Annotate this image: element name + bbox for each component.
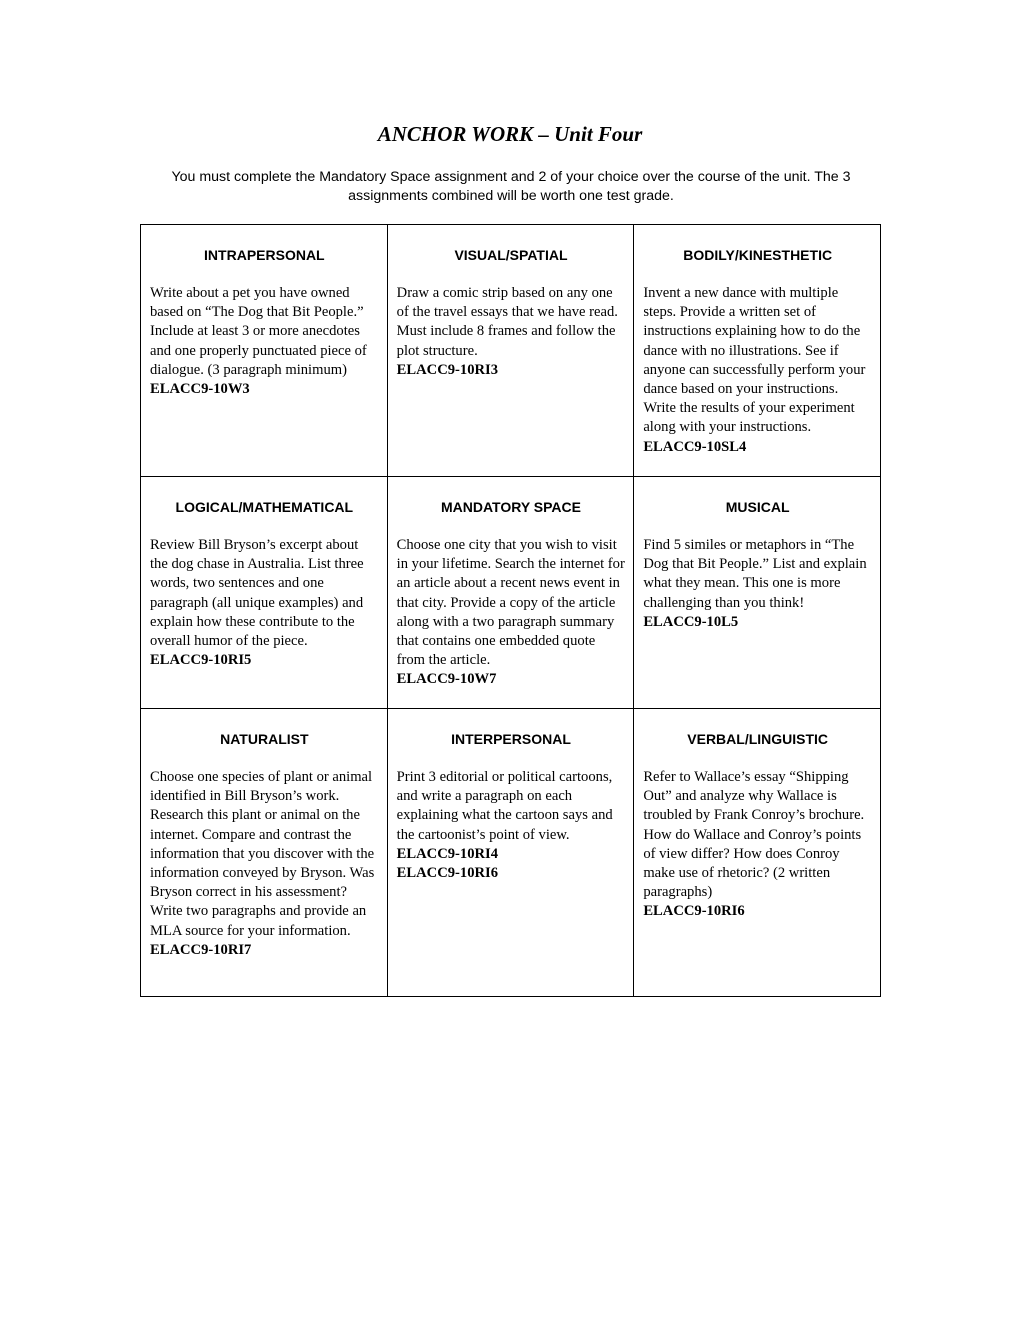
cell-intrapersonal [141, 225, 388, 477]
cell-description: Review Bill Bryson’s excerpt about the dog chase in Australia. List three words, two sentences and one paragraph (all unique examples) and explain how these contribute to the overall humor of the piece. [150, 537, 364, 650]
intro-instructions: You must complete the Mandatory Space assignment and 2 of your choice over the course of the unit. The 3 assignments combined will be worth one test grade. [171, 169, 851, 204]
standard-code: ELACC9-10RI7 [150, 941, 252, 958]
cell-description: Choose one city that you wish to visit in your lifetime. Search the internet for an article about a recent news event in that city. Provide a copy of the article along with a two paragraph summary that contains one embedded quote from the article. [396, 537, 625, 669]
grid-row [141, 225, 881, 477]
page-title: ANCHOR WORK – Unit Four [377, 122, 643, 146]
cell-description: Refer to Wallace’s essay “Shipping Out” and analyze why Wallace is troubled by Frank Conroy’s brochure. How do Wallace and Conroy’s points of view differ? How does Conroy make use of rhetoric? (2 written paragraphs) [643, 769, 865, 901]
cell-description: Write about a pet you have owned based on “The Dog that Bit People.” Include at least 3 or more anecdotes and one properly punctuated piece of dialogue. (3 paragraph minimum) [150, 285, 367, 378]
standard-code: ELACC9-10W3 [150, 381, 250, 398]
cell-logical-mathematical [141, 477, 388, 709]
cell-heading: INTERPERSONAL [451, 731, 571, 747]
cell-heading: NATURALIST [220, 731, 309, 747]
standard-code: ELACC9-10RI3 [396, 361, 499, 378]
cell-description: Draw a comic strip based on any one of the travel essays that we have read. Must include 8 frames and follow the plot structure. [396, 285, 618, 359]
assignment-grid [140, 224, 881, 997]
standard-code: ELACC9-10RI6 [396, 865, 499, 882]
cell-description: Invent a new dance with multiple steps. Provide a written set of instructions explaining how to do the dance with no illustrations. See if anyone can successfully perform your dance based on your instructions. Write the results of your experiment along with your instructions. [643, 285, 866, 436]
cell-description: Choose one species of plant or animal identified in Bill Bryson’s work. Research this plant or animal on the internet. Compare and contrast the information that you discover with the information conveyed by Bryson. Was Bryson correct in his assessment? Write two paragraphs and provide an MLA source for your information. [150, 769, 375, 939]
standard-code: ELACC9-10RI5 [150, 652, 252, 669]
cell-verbal-linguistic [634, 709, 881, 997]
cell-bodily-kinesthetic [634, 225, 881, 477]
cell-interpersonal [387, 709, 634, 997]
cell-heading: LOGICAL/MATHEMATICAL [175, 499, 354, 515]
cell-heading: VERBAL/LINGUISTIC [687, 731, 829, 747]
cell-description: Print 3 editorial or political cartoons, and write a paragraph on each explaining what the cartoon says and the cartoonist’s point of view. [396, 769, 613, 843]
standard-code: ELACC9-10RI4 [396, 845, 499, 862]
standard-code: ELACC9-10L5 [643, 613, 739, 630]
cell-musical [634, 477, 881, 709]
standard-code: ELACC9-10W7 [396, 671, 497, 688]
grid-row [141, 709, 881, 997]
cell-heading: MANDATORY SPACE [440, 499, 581, 515]
cell-heading: VISUAL/SPATIAL [454, 247, 568, 263]
cell-visual-spatial [387, 225, 634, 477]
cell-description: Find 5 similes or metaphors in “The Dog that Bit People.” List and explain what they mean. This one is more challenging than you think! [643, 537, 867, 611]
cell-naturalist [141, 709, 388, 997]
standard-code: ELACC9-10SL4 [643, 438, 747, 455]
cell-heading: MUSICAL [725, 499, 790, 515]
cell-heading: BODILY/KINESTHETIC [683, 247, 833, 263]
grid-row [141, 477, 881, 709]
cell-mandatory-space [387, 477, 634, 709]
cell-heading: INTRAPERSONAL [204, 247, 325, 263]
standard-code: ELACC9-10RI6 [643, 903, 745, 920]
